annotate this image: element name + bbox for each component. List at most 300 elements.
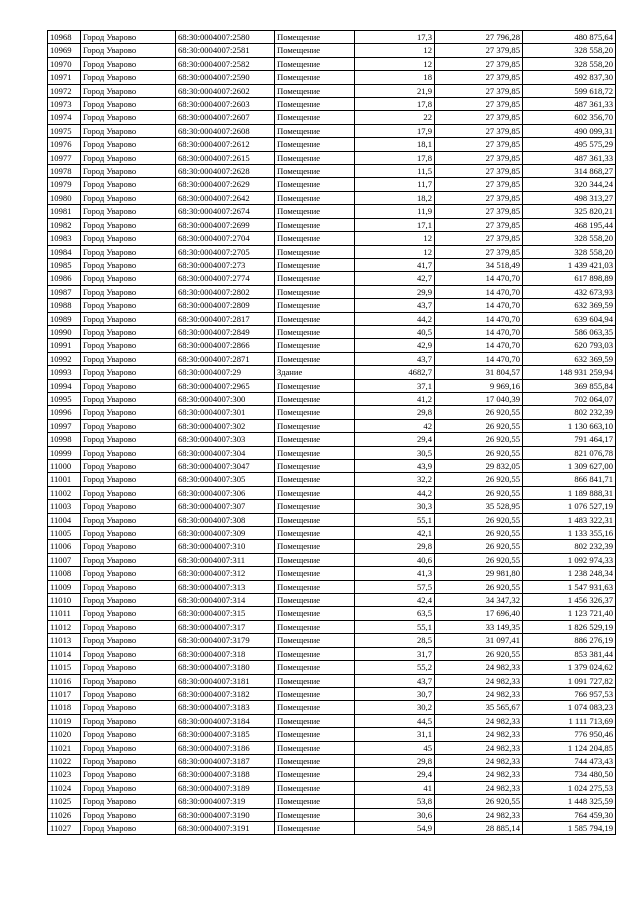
table-row [48, 821, 616, 834]
cadastral-value-cell: 866 841,71 [523, 473, 616, 486]
specific-value-cell: 24 982,33 [435, 781, 523, 794]
specific-value-cell: 27 379,85 [435, 178, 523, 191]
row-number-cell: 10983 [48, 232, 81, 245]
object-type-cell: Помещение [275, 607, 355, 620]
object-type-cell: Помещение [275, 714, 355, 727]
object-type-cell: Помещение [275, 44, 355, 57]
object-type-cell: Помещение [275, 567, 355, 580]
cadastral-value-cell: 776 950,46 [523, 728, 616, 741]
specific-value-cell: 14 470,70 [435, 352, 523, 365]
specific-value-cell: 24 982,33 [435, 674, 523, 687]
row-number-cell: 10980 [48, 191, 81, 204]
row-number-cell: 10986 [48, 272, 81, 285]
specific-value-cell: 27 379,85 [435, 205, 523, 218]
specific-value-cell: 24 982,33 [435, 754, 523, 767]
specific-value-cell: 27 796,28 [435, 31, 523, 44]
locality-cell: Город Уварово [81, 218, 176, 231]
specific-value-cell: 14 470,70 [435, 272, 523, 285]
locality-cell: Город Уварово [81, 165, 176, 178]
area-cell: 41,3 [355, 567, 435, 580]
cadastral-value-cell: 764 459,30 [523, 808, 616, 821]
row-number-cell: 10968 [48, 31, 81, 44]
cadastral-number-cell: 68:30:0004007:306 [176, 486, 275, 499]
locality-cell: Город Уварово [81, 620, 176, 633]
object-type-cell: Помещение [275, 258, 355, 271]
row-number-cell: 10985 [48, 258, 81, 271]
specific-value-cell: 27 379,85 [435, 165, 523, 178]
specific-value-cell: 27 379,85 [435, 138, 523, 151]
table-row [48, 661, 616, 674]
specific-value-cell: 26 920,55 [435, 446, 523, 459]
row-number-cell: 11026 [48, 808, 81, 821]
table-row [48, 634, 616, 647]
area-cell: 28,5 [355, 634, 435, 647]
row-number-cell: 10982 [48, 218, 81, 231]
cadastral-value-cell: 1 130 663,10 [523, 419, 616, 432]
area-cell: 41,7 [355, 258, 435, 271]
locality-cell: Город Уварово [81, 31, 176, 44]
cadastral-value-cell: 328 558,20 [523, 245, 616, 258]
locality-cell: Город Уварово [81, 553, 176, 566]
locality-cell: Город Уварово [81, 339, 176, 352]
table-row [48, 191, 616, 204]
locality-cell: Город Уварово [81, 540, 176, 553]
specific-value-cell: 28 885,14 [435, 821, 523, 834]
row-number-cell: 10990 [48, 325, 81, 338]
cadastral-number-cell: 68:30:0004007:304 [176, 446, 275, 459]
object-type-cell: Помещение [275, 620, 355, 633]
table-row [48, 513, 616, 526]
row-number-cell: 10991 [48, 339, 81, 352]
table-row [48, 352, 616, 365]
cadastral-value-cell: 599 618,72 [523, 84, 616, 97]
specific-value-cell: 27 379,85 [435, 151, 523, 164]
locality-cell: Город Уварово [81, 473, 176, 486]
row-number-cell: 10995 [48, 392, 81, 405]
area-cell: 11,7 [355, 178, 435, 191]
area-cell: 30,5 [355, 446, 435, 459]
object-type-cell: Помещение [275, 687, 355, 700]
specific-value-cell: 27 379,85 [435, 111, 523, 124]
locality-cell: Город Уварово [81, 272, 176, 285]
object-type-cell: Помещение [275, 138, 355, 151]
row-number-cell: 11023 [48, 768, 81, 781]
table-row [48, 728, 616, 741]
row-number-cell: 11025 [48, 795, 81, 808]
object-type-cell: Помещение [275, 661, 355, 674]
specific-value-cell: 17 696,40 [435, 607, 523, 620]
specific-value-cell: 27 379,85 [435, 218, 523, 231]
area-cell: 63,5 [355, 607, 435, 620]
cadastral-number-cell: 68:30:0004007:310 [176, 540, 275, 553]
object-type-cell: Помещение [275, 151, 355, 164]
specific-value-cell: 27 379,85 [435, 191, 523, 204]
locality-cell: Город Уварово [81, 768, 176, 781]
cadastral-number-cell: 68:30:0004007:2582 [176, 57, 275, 70]
cadastral-number-cell: 68:30:0004007:319 [176, 795, 275, 808]
cadastral-number-cell: 68:30:0004007:312 [176, 567, 275, 580]
locality-cell: Город Уварово [81, 567, 176, 580]
locality-cell: Город Уварово [81, 795, 176, 808]
row-number-cell: 11008 [48, 567, 81, 580]
object-type-cell: Помещение [275, 741, 355, 754]
table-row [48, 687, 616, 700]
cadastral-value-cell: 487 361,33 [523, 151, 616, 164]
cadastral-value-cell: 1 189 888,31 [523, 486, 616, 499]
table-row [48, 594, 616, 607]
specific-value-cell: 14 470,70 [435, 312, 523, 325]
specific-value-cell: 24 982,33 [435, 808, 523, 821]
cadastral-number-cell: 68:30:0004007:302 [176, 419, 275, 432]
table-row [48, 31, 616, 44]
row-number-cell: 11012 [48, 620, 81, 633]
locality-cell: Город Уварово [81, 366, 176, 379]
object-type-cell: Помещение [275, 165, 355, 178]
specific-value-cell: 14 470,70 [435, 325, 523, 338]
cadastral-number-cell: 68:30:0004007:2705 [176, 245, 275, 258]
table-row [48, 406, 616, 419]
object-type-cell: Помещение [275, 31, 355, 44]
area-cell: 41 [355, 781, 435, 794]
locality-cell: Город Уварово [81, 741, 176, 754]
table-row [48, 714, 616, 727]
cadastral-number-cell: 68:30:0004007:301 [176, 406, 275, 419]
cadastral-number-cell: 68:30:0004007:2581 [176, 44, 275, 57]
specific-value-cell: 26 920,55 [435, 580, 523, 593]
cadastral-number-cell: 68:30:0004007:2603 [176, 98, 275, 111]
object-type-cell: Помещение [275, 71, 355, 84]
specific-value-cell: 27 379,85 [435, 98, 523, 111]
cadastral-value-cell: 1 585 794,19 [523, 821, 616, 834]
locality-cell: Город Уварово [81, 406, 176, 419]
specific-value-cell: 26 920,55 [435, 486, 523, 499]
cadastral-number-cell: 68:30:0004007:3181 [176, 674, 275, 687]
locality-cell: Город Уварово [81, 312, 176, 325]
row-number-cell: 11022 [48, 754, 81, 767]
specific-value-cell: 24 982,33 [435, 687, 523, 700]
locality-cell: Город Уварово [81, 178, 176, 191]
area-cell: 17,8 [355, 151, 435, 164]
specific-value-cell: 17 040,39 [435, 392, 523, 405]
table-row [48, 245, 616, 258]
row-number-cell: 10979 [48, 178, 81, 191]
area-cell: 21,9 [355, 84, 435, 97]
object-type-cell: Помещение [275, 312, 355, 325]
row-number-cell: 10974 [48, 111, 81, 124]
row-number-cell: 11019 [48, 714, 81, 727]
cadastral-value-cell: 632 369,59 [523, 299, 616, 312]
cadastral-number-cell: 68:30:0004007:3184 [176, 714, 275, 727]
cadastral-value-cell: 480 875,64 [523, 31, 616, 44]
locality-cell: Город Уварово [81, 647, 176, 660]
cadastral-number-cell: 68:30:0004007:273 [176, 258, 275, 271]
cadastral-number-cell: 68:30:0004007:2704 [176, 232, 275, 245]
cadastral-number-cell: 68:30:0004007:2608 [176, 124, 275, 137]
area-cell: 42,7 [355, 272, 435, 285]
cadastral-value-cell: 495 575,29 [523, 138, 616, 151]
cadastral-value-cell: 702 064,07 [523, 392, 616, 405]
table-row [48, 553, 616, 566]
cadastral-number-cell: 68:30:0004007:2965 [176, 379, 275, 392]
specific-value-cell: 29 832,05 [435, 460, 523, 473]
specific-value-cell: 24 982,33 [435, 768, 523, 781]
cadastral-number-cell: 68:30:0004007:3179 [176, 634, 275, 647]
object-type-cell: Помещение [275, 808, 355, 821]
cadastral-value-cell: 328 558,20 [523, 44, 616, 57]
area-cell: 29,4 [355, 433, 435, 446]
row-number-cell: 10969 [48, 44, 81, 57]
specific-value-cell: 31 097,41 [435, 634, 523, 647]
locality-cell: Город Уварово [81, 500, 176, 513]
specific-value-cell: 26 920,55 [435, 540, 523, 553]
object-type-cell: Помещение [275, 205, 355, 218]
area-cell: 32,2 [355, 473, 435, 486]
area-cell: 42,4 [355, 594, 435, 607]
locality-cell: Город Уварово [81, 419, 176, 432]
area-cell: 44,2 [355, 486, 435, 499]
row-number-cell: 10977 [48, 151, 81, 164]
cadastral-value-cell: 1 309 627,00 [523, 460, 616, 473]
locality-cell: Город Уварово [81, 285, 176, 298]
table-row [48, 781, 616, 794]
table-row [48, 339, 616, 352]
specific-value-cell: 24 982,33 [435, 728, 523, 741]
area-cell: 30,7 [355, 687, 435, 700]
row-number-cell: 11011 [48, 607, 81, 620]
table-row [48, 44, 616, 57]
specific-value-cell: 34 518,49 [435, 258, 523, 271]
specific-value-cell: 9 969,16 [435, 379, 523, 392]
cadastral-number-cell: 68:30:0004007:313 [176, 580, 275, 593]
area-cell: 17,3 [355, 31, 435, 44]
specific-value-cell: 33 149,35 [435, 620, 523, 633]
object-type-cell: Помещение [275, 754, 355, 767]
object-type-cell: Помещение [275, 473, 355, 486]
object-type-cell: Помещение [275, 433, 355, 446]
object-type-cell: Помещение [275, 540, 355, 553]
cadastral-number-cell: 68:30:0004007:3183 [176, 701, 275, 714]
row-number-cell: 10989 [48, 312, 81, 325]
row-number-cell: 10993 [48, 366, 81, 379]
locality-cell: Город Уварово [81, 728, 176, 741]
area-cell: 43,7 [355, 299, 435, 312]
cadastral-number-cell: 68:30:0004007:2866 [176, 339, 275, 352]
table-row [48, 138, 616, 151]
area-cell: 30,6 [355, 808, 435, 821]
cadastral-number-cell: 68:30:0004007:3047 [176, 460, 275, 473]
area-cell: 18 [355, 71, 435, 84]
row-number-cell: 10972 [48, 84, 81, 97]
locality-cell: Город Уварово [81, 111, 176, 124]
locality-cell: Город Уварово [81, 71, 176, 84]
cadastral-value-cell: 1 133 355,16 [523, 527, 616, 540]
area-cell: 43,7 [355, 352, 435, 365]
table-row [48, 178, 616, 191]
object-type-cell: Помещение [275, 768, 355, 781]
locality-cell: Город Уварово [81, 299, 176, 312]
cadastral-value-cell: 432 673,93 [523, 285, 616, 298]
object-type-cell: Помещение [275, 379, 355, 392]
row-number-cell: 10994 [48, 379, 81, 392]
table-row [48, 84, 616, 97]
area-cell: 18,2 [355, 191, 435, 204]
specific-value-cell: 27 379,85 [435, 245, 523, 258]
specific-value-cell: 14 470,70 [435, 285, 523, 298]
cadastral-number-cell: 68:30:0004007:308 [176, 513, 275, 526]
table-row [48, 580, 616, 593]
row-number-cell: 10999 [48, 446, 81, 459]
object-type-cell: Помещение [275, 178, 355, 191]
specific-value-cell: 27 379,85 [435, 84, 523, 97]
locality-cell: Город Уварово [81, 460, 176, 473]
object-type-cell: Помещение [275, 339, 355, 352]
cadastral-number-cell: 68:30:0004007:2607 [176, 111, 275, 124]
cadastral-value-cell: 734 480,50 [523, 768, 616, 781]
locality-cell: Город Уварово [81, 634, 176, 647]
object-type-cell: Помещение [275, 821, 355, 834]
area-cell: 54,9 [355, 821, 435, 834]
row-number-cell: 11006 [48, 540, 81, 553]
table-row [48, 124, 616, 137]
specific-value-cell: 27 379,85 [435, 232, 523, 245]
table-row [48, 473, 616, 486]
table-row [48, 98, 616, 111]
locality-cell: Город Уварово [81, 191, 176, 204]
row-number-cell: 11016 [48, 674, 81, 687]
cadastral-number-cell: 68:30:0004007:305 [176, 473, 275, 486]
locality-cell: Город Уварово [81, 781, 176, 794]
area-cell: 30,3 [355, 500, 435, 513]
cadastral-value-cell: 821 076,78 [523, 446, 616, 459]
object-type-cell: Помещение [275, 701, 355, 714]
cadastral-number-cell: 68:30:0004007:3190 [176, 808, 275, 821]
locality-cell: Город Уварово [81, 98, 176, 111]
object-type-cell: Помещение [275, 191, 355, 204]
cadastral-value-cell: 802 232,39 [523, 540, 616, 553]
cadastral-value-cell: 802 232,39 [523, 406, 616, 419]
cadastral-value-cell: 853 381,44 [523, 647, 616, 660]
table-row [48, 258, 616, 271]
row-number-cell: 10971 [48, 71, 81, 84]
area-cell: 42,9 [355, 339, 435, 352]
row-number-cell: 11000 [48, 460, 81, 473]
table-row [48, 299, 616, 312]
object-type-cell: Помещение [275, 299, 355, 312]
row-number-cell: 11018 [48, 701, 81, 714]
area-cell: 12 [355, 232, 435, 245]
area-cell: 55,1 [355, 513, 435, 526]
table-row [48, 366, 616, 379]
specific-value-cell: 26 920,55 [435, 473, 523, 486]
object-type-cell: Помещение [275, 580, 355, 593]
object-type-cell: Помещение [275, 285, 355, 298]
locality-cell: Город Уварово [81, 674, 176, 687]
cadastral-number-cell: 68:30:0004007:3191 [176, 821, 275, 834]
table-row [48, 808, 616, 821]
row-number-cell: 11024 [48, 781, 81, 794]
object-type-cell: Помещение [275, 325, 355, 338]
cadastral-number-cell: 68:30:0004007:2774 [176, 272, 275, 285]
specific-value-cell: 26 920,55 [435, 419, 523, 432]
table-row [48, 460, 616, 473]
table-row [48, 540, 616, 553]
object-type-cell: Помещение [275, 728, 355, 741]
object-type-cell: Помещение [275, 84, 355, 97]
cadastral-number-cell: 68:30:0004007:3187 [176, 754, 275, 767]
locality-cell: Город Уварово [81, 245, 176, 258]
area-cell: 45 [355, 741, 435, 754]
row-number-cell: 10997 [48, 419, 81, 432]
row-number-cell: 10988 [48, 299, 81, 312]
cadastral-number-cell: 68:30:0004007:2642 [176, 191, 275, 204]
cadastral-number-cell: 68:30:0004007:2817 [176, 312, 275, 325]
row-number-cell: 11010 [48, 594, 81, 607]
locality-cell: Город Уварово [81, 687, 176, 700]
specific-value-cell: 34 347,32 [435, 594, 523, 607]
cadastral-value-table [47, 30, 616, 835]
table-row [48, 647, 616, 660]
cadastral-value-cell: 314 868,27 [523, 165, 616, 178]
cadastral-value-cell: 148 931 259,94 [523, 366, 616, 379]
locality-cell: Город Уварово [81, 352, 176, 365]
cadastral-value-cell: 490 099,31 [523, 124, 616, 137]
row-number-cell: 10975 [48, 124, 81, 137]
object-type-cell: Помещение [275, 446, 355, 459]
area-cell: 40,5 [355, 325, 435, 338]
table-row [48, 701, 616, 714]
object-type-cell: Помещение [275, 594, 355, 607]
table-row [48, 674, 616, 687]
object-type-cell: Помещение [275, 513, 355, 526]
locality-cell: Город Уварово [81, 151, 176, 164]
row-number-cell: 11020 [48, 728, 81, 741]
cadastral-number-cell: 68:30:0004007:318 [176, 647, 275, 660]
row-number-cell: 11001 [48, 473, 81, 486]
object-type-cell: Помещение [275, 486, 355, 499]
area-cell: 55,1 [355, 620, 435, 633]
object-type-cell: Помещение [275, 124, 355, 137]
specific-value-cell: 24 982,33 [435, 661, 523, 674]
table-row [48, 768, 616, 781]
area-cell: 4682,7 [355, 366, 435, 379]
object-type-cell: Помещение [275, 98, 355, 111]
area-cell: 44,2 [355, 312, 435, 325]
table-row [48, 57, 616, 70]
table-row [48, 620, 616, 633]
table-row [48, 754, 616, 767]
table-row [48, 111, 616, 124]
cadastral-number-cell: 68:30:0004007:3188 [176, 768, 275, 781]
cadastral-number-cell: 68:30:0004007:2802 [176, 285, 275, 298]
row-number-cell: 10973 [48, 98, 81, 111]
locality-cell: Город Уварово [81, 433, 176, 446]
row-number-cell: 11017 [48, 687, 81, 700]
table-row [48, 567, 616, 580]
object-type-cell: Помещение [275, 553, 355, 566]
cadastral-value-cell: 320 344,24 [523, 178, 616, 191]
row-number-cell: 11002 [48, 486, 81, 499]
cadastral-number-cell: 68:30:0004007:2809 [176, 299, 275, 312]
area-cell: 12 [355, 245, 435, 258]
locality-cell: Город Уварово [81, 714, 176, 727]
cadastral-number-cell: 68:30:0004007:3180 [176, 661, 275, 674]
cadastral-number-cell: 68:30:0004007:309 [176, 527, 275, 540]
cadastral-value-cell: 639 604,94 [523, 312, 616, 325]
area-cell: 11,5 [355, 165, 435, 178]
row-number-cell: 10976 [48, 138, 81, 151]
table-row [48, 527, 616, 540]
locality-cell: Город Уварово [81, 446, 176, 459]
